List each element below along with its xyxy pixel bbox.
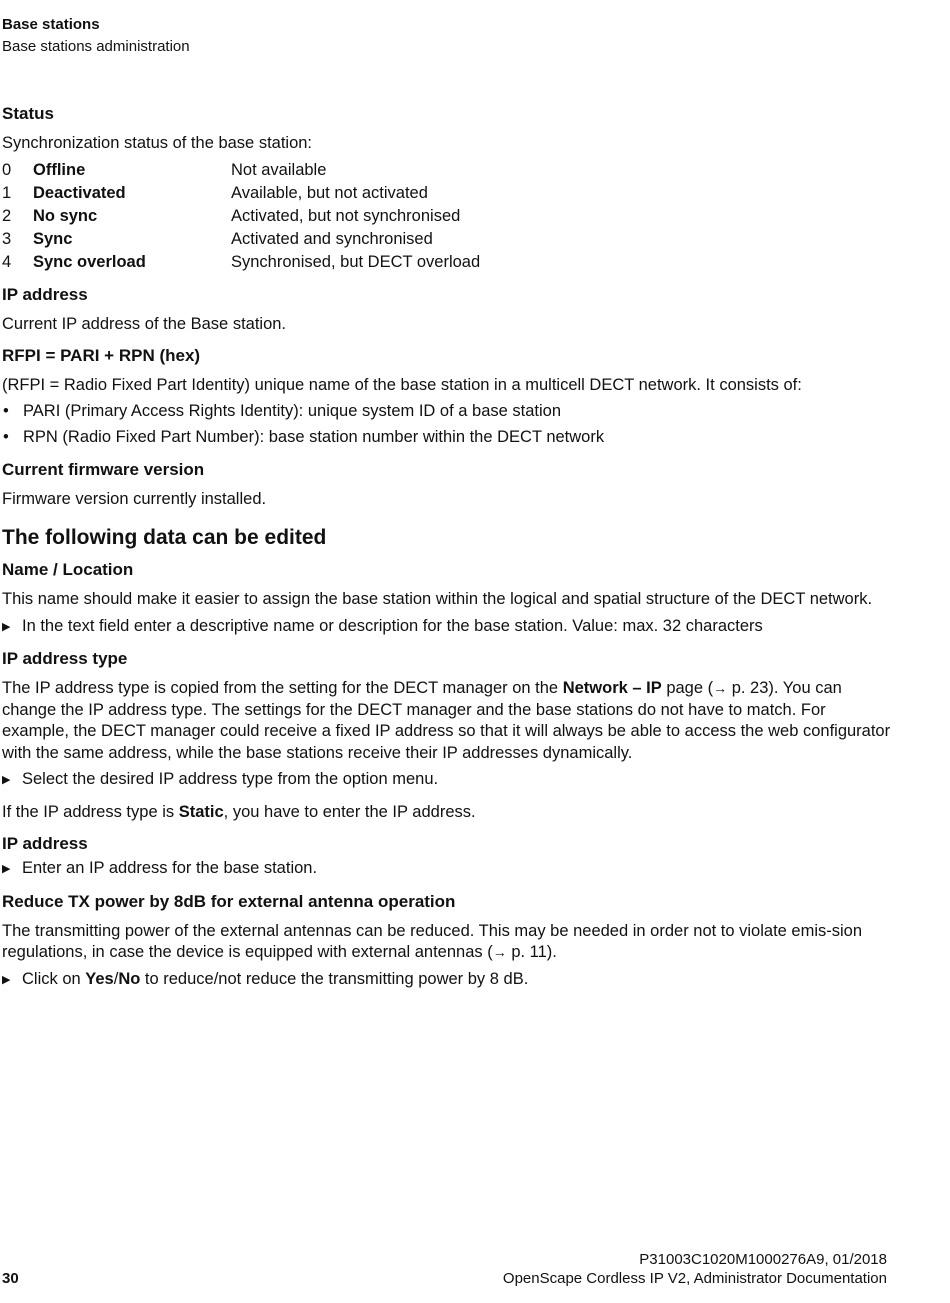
footer-doc-number: P31003C1020M1000276A9, 01/2018 bbox=[639, 1251, 887, 1268]
yes-term: Yes bbox=[85, 969, 114, 988]
status-table bbox=[2, 159, 480, 274]
ip-type-static-note bbox=[2, 802, 892, 824]
bullet-text: RPN (Radio Fixed Part Number): base station number within the DECT network bbox=[23, 428, 605, 446]
static-term: Static bbox=[178, 802, 224, 821]
ip-type-action bbox=[2, 769, 892, 792]
action-text: In the text field enter a descriptive name or description for the base station. Value: max. 32 characters bbox=[22, 616, 763, 635]
text-run: , you have to enter the IP address. bbox=[223, 802, 476, 821]
tx-power-text bbox=[2, 921, 892, 964]
no-term: No bbox=[118, 969, 141, 988]
name-location-text: This name should make it easier to assign the base station within the logical and spatial structure of the DECT network. bbox=[2, 590, 873, 608]
action-text bbox=[22, 969, 528, 992]
network-ip-ref: Network – IP bbox=[562, 679, 662, 697]
rfpi-bullet bbox=[2, 427, 892, 449]
running-header-section: Base stations bbox=[2, 16, 100, 33]
status-name: Deactivated bbox=[33, 183, 126, 202]
tx-power-action bbox=[2, 969, 892, 992]
rfpi-heading: RFPI = PARI + RPN (hex) bbox=[2, 346, 201, 365]
action-marker-icon: ▶ bbox=[2, 863, 11, 875]
ip-address-edit-action bbox=[2, 858, 892, 881]
text-run: Click on bbox=[22, 969, 86, 988]
status-desc: Activated and synchronised bbox=[231, 229, 433, 248]
arrow-right-icon: → bbox=[713, 680, 728, 696]
bullet-marker: • bbox=[3, 428, 9, 446]
action-marker-icon: ▶ bbox=[2, 973, 11, 986]
status-intro: Synchronization status of the base station: bbox=[2, 134, 313, 152]
status-desc: Activated, but not synchronised bbox=[231, 206, 461, 225]
status-row bbox=[2, 159, 480, 182]
name-location-action bbox=[2, 616, 892, 639]
text-run: page ( bbox=[661, 679, 714, 697]
status-desc: Synchronised, but DECT overload bbox=[231, 252, 481, 271]
ip-address-heading: IP address bbox=[2, 284, 88, 304]
status-desc: Not available bbox=[231, 160, 327, 179]
text-run: / bbox=[113, 969, 119, 988]
arrow-right-icon: → bbox=[492, 944, 507, 960]
footer-doc-info bbox=[503, 1250, 887, 1288]
name-location-heading: Name / Location bbox=[2, 560, 134, 579]
rfpi-text: (RFPI = Radio Fixed Part Identity) unique name of the base station in a multicell DECT network. It consists of: bbox=[2, 376, 802, 394]
text-run: The transmitting power of the external antennas can be reduced. This may be needed in order not to violate emis-sion regulations, in case the device is equipped with external antennas ( bbox=[2, 921, 863, 961]
status-name: No sync bbox=[33, 206, 98, 225]
status-row bbox=[2, 228, 480, 251]
bullet-marker: • bbox=[3, 401, 9, 420]
action-marker-icon: ▶ bbox=[2, 774, 11, 786]
action-marker-icon: ▶ bbox=[2, 620, 11, 633]
status-code: 2 bbox=[2, 206, 12, 225]
firmware-text: Firmware version currently installed. bbox=[2, 489, 267, 508]
text-run: If the IP address type is bbox=[2, 802, 179, 821]
bullet-text: PARI (Primary Access Rights Identity): unique system ID of a base station bbox=[23, 401, 561, 420]
footer-doc-title: OpenScape Cordless IP V2, Administrator Documentation bbox=[502, 1270, 887, 1287]
action-text: Select the desired IP address type from the option menu. bbox=[22, 770, 439, 788]
document-page bbox=[2, 14, 892, 991]
status-code: 3 bbox=[2, 229, 12, 248]
page-ref: p. 23 bbox=[727, 679, 769, 697]
text-run: ). You can change the IP address type. The settings for the DECT manager and the base stations do not have to match. For example, the DECT manager could receive a fixed IP address so that it will always be able to access the web configurator with the same address, while the base stations receive their IP addresses dynamically. bbox=[2, 679, 891, 762]
status-row bbox=[2, 251, 480, 274]
ip-type-heading: IP address type bbox=[2, 649, 128, 668]
status-name: Sync overload bbox=[33, 252, 146, 271]
editable-data-heading: The following data can be edited bbox=[2, 526, 327, 549]
status-code: 1 bbox=[2, 183, 12, 202]
text-run: to reduce/not reduce the transmitting power by 8 dB. bbox=[140, 969, 529, 988]
action-text: Enter an IP address for the base station. bbox=[22, 859, 318, 877]
running-header-subsection: Base stations administration bbox=[2, 38, 190, 55]
ip-address-edit-heading: IP address bbox=[2, 834, 88, 853]
tx-power-heading: Reduce TX power by 8dB for external antenna operation bbox=[2, 891, 456, 911]
rfpi-bullet bbox=[2, 401, 892, 423]
firmware-heading: Current firmware version bbox=[2, 459, 205, 479]
status-code: 4 bbox=[2, 252, 12, 271]
text-run: The IP address type is copied from the setting for the DECT manager on the bbox=[2, 679, 563, 697]
ip-address-text: Current IP address of the Base station. bbox=[2, 314, 287, 333]
status-heading: Status bbox=[2, 104, 54, 123]
ip-type-text bbox=[2, 678, 892, 764]
status-row bbox=[2, 182, 480, 205]
status-name: Offline bbox=[33, 160, 86, 179]
text-run: ). bbox=[546, 943, 557, 961]
page-number: 30 bbox=[2, 1270, 19, 1287]
status-desc: Available, but not activated bbox=[231, 183, 428, 202]
status-row bbox=[2, 205, 480, 228]
status-name: Sync bbox=[33, 229, 73, 248]
status-code: 0 bbox=[2, 160, 12, 179]
page-ref: p. 11 bbox=[506, 943, 547, 961]
